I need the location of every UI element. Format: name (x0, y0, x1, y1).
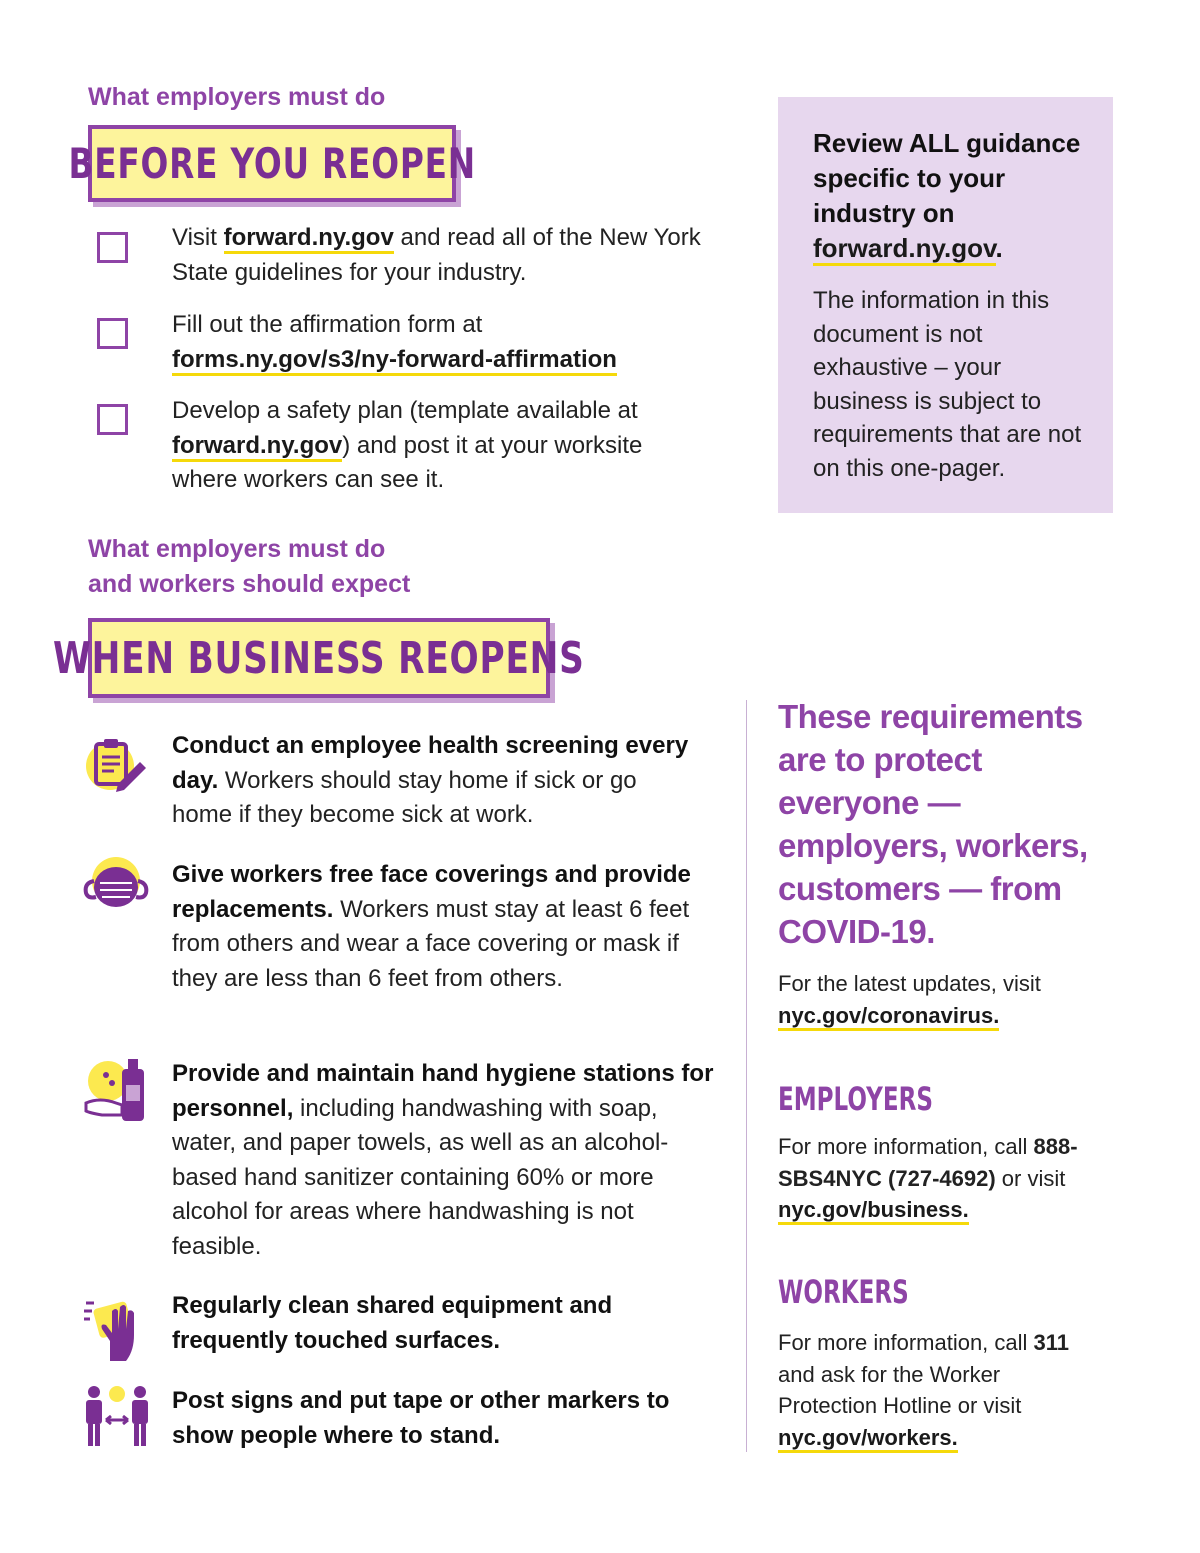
checkbox-safety-plan[interactable] (97, 404, 128, 435)
guidance-body: The information in this document is not exhaustive – your business is subject to requirements that are not on this one-pager. (813, 287, 1082, 482)
hand-hygiene-item: Provide and maintain hand hygiene stations for personnel, including handwashing with soap, water, and paper towels, as well as an alcohol-based hand sanitizer containing 60% or more alcohol for areas where handwashing is not feasible. (172, 1060, 714, 1260)
workers-info: For more information, call 311 and ask for the Worker Protection Hotline or visit nyc.gov/workers. (778, 1327, 1098, 1453)
when-banner-text: WHEN BUSINESS REOPENS (53, 632, 585, 684)
checkbox-visit-forward[interactable] (97, 232, 128, 263)
employers-phone[interactable]: 888-SBS4NYC (727-4692) (778, 1134, 1078, 1191)
before-item-2: Fill out the affirmation form at forms.ny.gov/s3/ny-forward-affirmation (172, 308, 712, 377)
face-mask-icon (80, 853, 150, 923)
affirmation-link[interactable]: forms.ny.gov/s3/ny-forward-affirmation (172, 346, 617, 376)
guidance-box (778, 97, 1113, 513)
clean-surfaces-item: Regularly clean shared equipment and frequently touched surfaces. (172, 1292, 613, 1354)
protect-statement: These requirements are to protect everyone — employers, workers, customers — from COVID-19. (778, 698, 1088, 950)
before-item-3: Develop a safety plan (template available at forward.ny.gov) and post it at your worksite where workers can see it. (172, 397, 643, 493)
hand-sanitizer-icon (82, 1055, 152, 1125)
when-kicker-2: and workers should expect (88, 570, 411, 598)
forward-link[interactable]: forward.ny.gov (224, 224, 394, 254)
before-item-1: Visit forward.ny.gov and read all of the New York State guidelines for your industry. (172, 224, 701, 286)
when-kicker-1: What employers must do (88, 535, 386, 563)
social-distance-icon (82, 1380, 152, 1450)
workers-link[interactable]: nyc.gov/workers (778, 1425, 952, 1453)
clipboard-icon (82, 732, 152, 802)
checkbox-affirmation[interactable] (97, 318, 128, 349)
forward-link-2[interactable]: forward.ny.gov (172, 432, 342, 462)
health-screening-item: Conduct an employee health screening every day. Workers should stay home if sick or go home if they become sick at work. (172, 732, 689, 828)
before-banner (68, 125, 476, 202)
guidance-link[interactable]: forward.ny.gov (813, 233, 996, 266)
signs-item: Post signs and put tape or other markers to show people where to stand. (172, 1387, 670, 1449)
cleaning-hand-icon (82, 1295, 152, 1365)
before-kicker: What employers must do (88, 83, 386, 111)
workers-phone[interactable]: 311 (1033, 1330, 1070, 1355)
when-banner (53, 618, 585, 698)
column-divider (746, 700, 747, 1452)
employers-info: For more information, call 888-SBS4NYC (727-4692) or visit nyc.gov/business. (778, 1131, 1113, 1226)
before-banner-text: BEFORE YOU REOPEN (68, 139, 476, 188)
guidance-heading: Review ALL guidance specific to your industry on forward.ny.gov. (813, 126, 1083, 266)
employers-title: EMPLOYERS (778, 1080, 933, 1118)
face-coverings-item: Give workers free face coverings and provide replacements. Workers must stay at least 6 feet from others and wear a face covering or mask if they are less than 6 feet from others. (172, 861, 691, 992)
workers-title: WORKERS (778, 1273, 909, 1311)
updates-text: For the latest updates, visit nyc.gov/coronavirus. (778, 968, 1108, 1031)
coronavirus-link[interactable]: nyc.gov/coronavirus (778, 1003, 993, 1031)
business-link[interactable]: nyc.gov/business (778, 1197, 963, 1225)
